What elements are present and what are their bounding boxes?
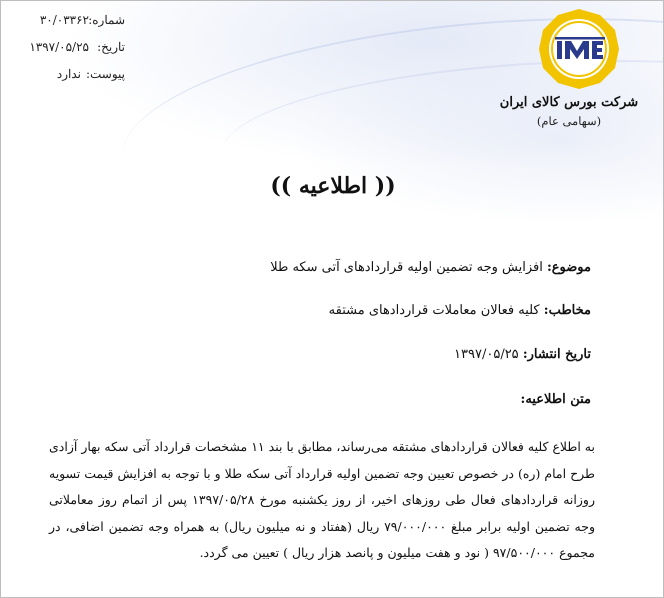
recipient-field xyxy=(329,303,591,318)
subject-field xyxy=(270,260,591,275)
date-value: ۱۳۹۷/۰۵/۲۵ xyxy=(29,40,89,54)
body-label: متن اطلاعیه: xyxy=(520,392,591,407)
subject-label: موضوع: xyxy=(547,260,591,275)
company-type: (سهامی عام) xyxy=(536,114,602,128)
publish-date-field xyxy=(454,347,591,362)
number-value: ۳۰/۰۳۳۶۲ xyxy=(39,13,89,27)
document-meta xyxy=(9,7,149,88)
date-row xyxy=(9,34,149,61)
number-label: شماره: xyxy=(88,13,125,27)
attachment-label: پیوست: xyxy=(85,67,125,81)
number-row xyxy=(9,7,149,34)
company-name: شرکت بورس کالای ایران xyxy=(499,95,639,110)
publish-date-label: تاریخ انتشار: xyxy=(522,347,591,362)
ime-logo xyxy=(537,7,621,91)
recipient-label: مخاطب: xyxy=(543,303,591,318)
date-label: تاریخ: xyxy=(97,40,125,54)
publish-date-value: ۱۳۹۷/۰۵/۲۵ xyxy=(454,347,519,362)
attachment-value: ندارد xyxy=(56,67,81,81)
subject-value: افزایش وجه تضمین اولیه قراردادهای آتی سکه طلا xyxy=(270,260,543,275)
recipient-value: کلیه فعالان معاملات قراردادهای مشتقه xyxy=(328,303,540,318)
announcement-body: به اطلاع کلیه فعالان قراردادهای مشتقه می‌رساند، مطابق با بند ۱۱ مشخصات قرارداد آتی سکه بهار آزادی طرح امام (ره) در خصوص تعیین وجه تضمین اولیه قرارداد آتی سکه طلا و با توجه به افزایش قیمت تسویه روزانه قراردادهای فعال طی روزهای اخیر، از روز یکشنبه مورخ ۱۳۹۷/۰۵/۲۸ پس از اتمام روز معاملاتی وجه تضمین اولیه برابر مبلغ ۷۹/۰۰۰/۰۰۰ ریال (هفتاد و نه میلیون ریال) به همراه وجه تضمین اضافی، در مجموع ۹۷/۵۰۰/۰۰۰ ( نود و هفت میلیون و پانصد هزار ریال ) تعیین می گردد. xyxy=(49,439,595,560)
announcement-title: (( اطلاعیه )) xyxy=(270,173,396,199)
company-block xyxy=(499,95,639,128)
body-heading xyxy=(521,392,591,407)
attachment-row xyxy=(9,61,149,88)
